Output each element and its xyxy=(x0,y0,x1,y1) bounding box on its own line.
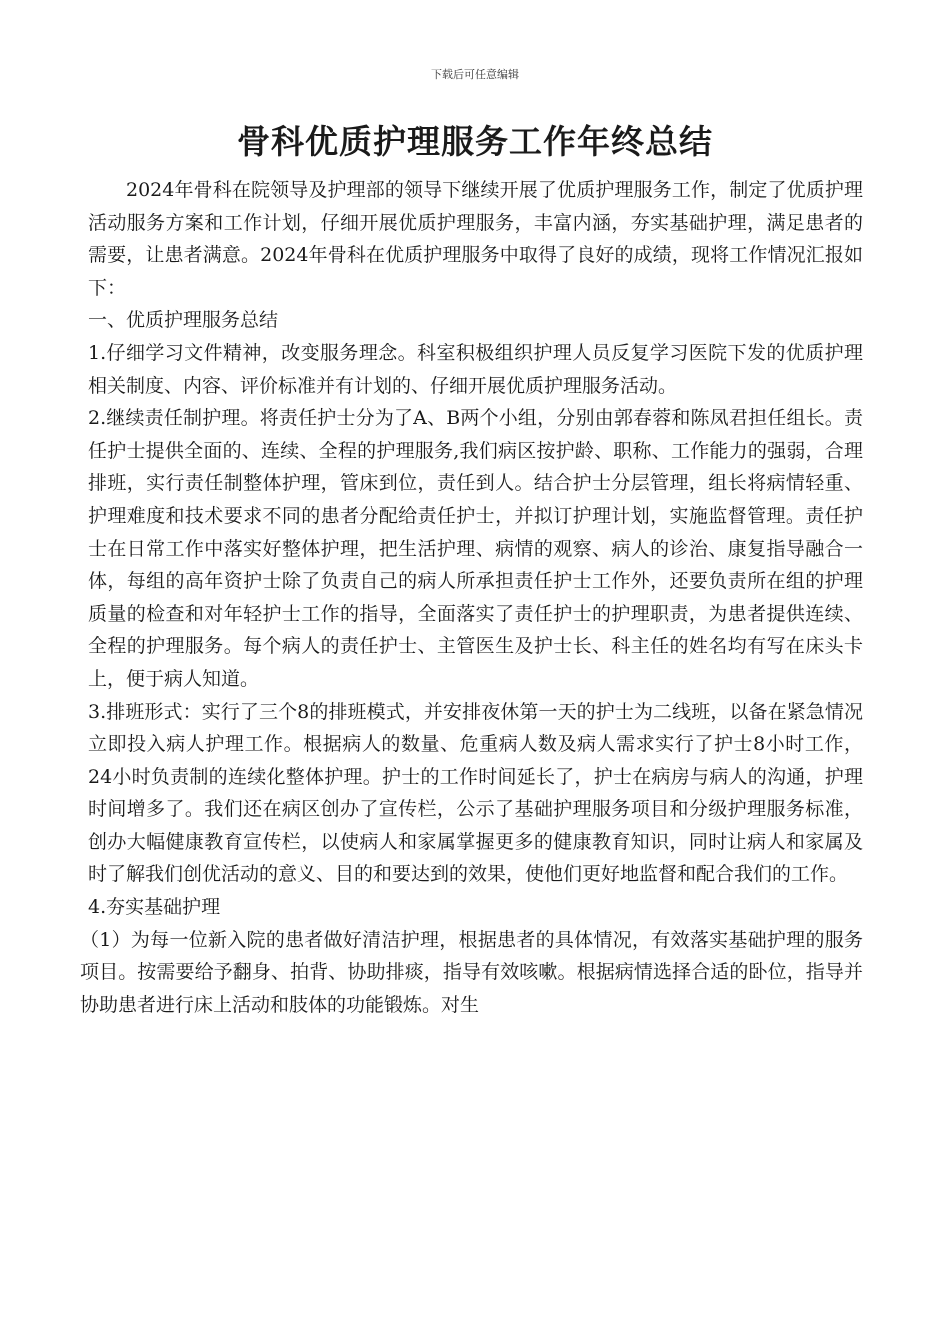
body-paragraph-3: 3.排班形式：实行了三个8的排班模式，并安排夜休第一天的护士为二线班，以备在紧急情况立即投入病人护理工作。根据病人的数量、危重病人数及病人需求实行了护士8小时工作，24小时负责制的连续化整体护理。护士的工作时间延长了，护士在病房与病人的沟通，护理时间增多了。我们还在病区创办了宣传栏，公示了基础护理服务项目和分级护理服务标准，创办大幅健康教育宣传栏，以使病人和家属掌握更多的健康教育知识，同时让病人和家属及时了解我们创优活动的意义、目的和要达到的效果，使他们更好地监督和配合我们的工作。 xyxy=(88,700,863,886)
page-title: 骨科优质护理服务工作年终总结 xyxy=(237,122,713,161)
header-note: 下载后可任意编辑 xyxy=(431,68,519,81)
intro-paragraph: 2024年骨科在院领导及护理部的领导下继续开展了优质护理服务工作，制定了优质护理活动服务方案和工作计划，仔细开展优质护理服务，丰富内涵，夯实基础护理，满足患者的需要，让患者满意。2024年骨科在优质护理服务中取得了良好的成绩，现将工作情况汇报如下： xyxy=(88,179,863,299)
document-body xyxy=(80,174,863,1021)
section-heading: 一、优质护理服务总结 xyxy=(88,309,279,332)
body-paragraph-1: 1.仔细学习文件精神，改变服务理念。科室积极组织护理人员反复学习医院下发的优质护理相关制度、内容、评价标准并有计划的、仔细开展优质护理服务活动。 xyxy=(88,341,863,397)
subsection-heading: 4.夯实基础护理 xyxy=(88,896,221,919)
body-paragraph-2: 2.继续责任制护理。将责任护士分为了A、B两个小组，分别由郭春蓉和陈凤君担任组长。责任护士提供全面的、连续、全程的护理服务,我们病区按护龄、职称、工作能力的强弱，合理排班，实行责任制整体护理，管床到位，责任到人。结合护士分层管理，组长将病情轻重、护理难度和技术要求不同的患者分配给责任护士，并拟订护理计划，实施监督管理。责任护士在日常工作中落实好整体护理，把生活护理、病情的观察、病人的诊治、康复指导融合一体，每组的高年资护士除了负责自己的病人所承担责任护士工作外，还要负责所在组的护理质量的检查和对年轻护士工作的指导，全面落实了责任护士的护理职责，为患者提供连续、全程的护理服务。每个病人的责任护士、主管医生及护士长、科主任的姓名均有写在床头卡上，便于病人知道。 xyxy=(88,407,863,690)
body-paragraph-4: （1）为每一位新入院的患者做好清洁护理，根据患者的具体情况，有效落实基础护理的服务项目。按需要给予翻身、拍背、协助排痰，指导有效咳嗽。根据病情选择合适的卧位，指导并协助患者进行床上活动和肢体的功能锻炼。对生 xyxy=(80,928,863,1016)
